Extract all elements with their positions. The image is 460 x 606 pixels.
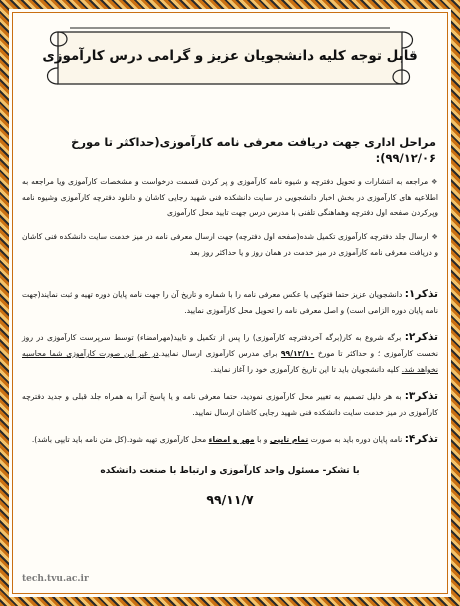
bullet-icon: ❖	[431, 232, 438, 241]
note-text: و با	[254, 435, 270, 445]
issue-date: ۹۹/۱۱/۷	[206, 492, 254, 508]
bullet-text: مراجعه به انتشارات و تحویل دفترچه و شیوه نامه کارآموزی و پر کردن قسمت درخواست و مشخصات کارآموزی ویا مراجعه به اطلاعیه های کارآموزی در بخش اخبار دانشجویی در سایت دانشکده فنی شهید رجایی کاشان و دانلود دفترچه کارآموزی وشیوه نامه وپرکردن صفحه اول دفترچه وهماهنگی تلفنی با مدرس درس جهت تایید محل کارآموزی	[22, 177, 438, 218]
signature: با تشکر- مسئول واحد کارآموزی و ارتباط با صنعت دانشکده	[100, 466, 360, 477]
note-1	[22, 286, 438, 319]
note-label: تذکر۱:	[404, 288, 438, 301]
note-label: تذکر۳:	[404, 390, 438, 403]
bullet-text: ارسال جلد دفترچه کارآموزی تکمیل شده(صفحه اول دفترچه) جهت ارسال معرفی نامه در میز خدمت سایت دانشکده فنی کاشان و دریافت معرفی نامه کارآموزی در میز خدمت در همان روز و یا حداکثر روز بعد	[22, 231, 438, 257]
note-3	[22, 388, 438, 421]
note-4	[22, 431, 438, 448]
note-label: تذکر۴:	[404, 433, 438, 446]
emphasis-text: مهر و امضاء	[208, 435, 255, 445]
section-title: مراحل اداری جهت دریافت معرفی نامه کارآموزی(حداکثر تا مورخ ۹۹/۱۲/۰۶):	[71, 135, 436, 165]
note-text: کلیه دانشجویان باید تا این تاریخ کارآموزی خود را آغاز نمایند.	[210, 365, 400, 375]
note-text: نامه پایان دوره باید به صورت	[308, 435, 403, 445]
bullet-item	[22, 229, 438, 260]
deadline-date: ۹۹/۱۲/۱۰	[280, 349, 315, 359]
note-label: تذکر۲:	[404, 331, 438, 344]
bullet-icon: ❖	[431, 178, 439, 186]
note-2	[22, 329, 438, 378]
note-text: به هر دلیل تصمیم به تغییر محل کارآموزی نمودید، حتما معرفی نامه و یا پاسخ آنرا به همراه جلد قبلی و جدید دفترچه کارآموزی در میز خدمت سایت دانشکده فنی شهید رجایی کاشان ارسال نمایید.	[22, 392, 438, 418]
banner-title: قابل توجه کلیه دانشجویان عزیز و گرامی درس کارآموزی	[42, 48, 418, 64]
site-watermark: tech.tvu.ac.ir	[22, 574, 89, 584]
scroll-banner	[40, 18, 420, 96]
note-text: دانشجویان عزیز حتما فتوکپی یا عکس معرفی نامه را با شماره و تاریخ آن را جهت نامه پایان دوره تهیه و ثبت نمایند(جهت نامه پایان دوره الزامی است) و اصل معرفی نامه را تحویل محل کارآموزی نمایید.	[22, 290, 438, 316]
emphasis-text: تمام تایپی	[269, 435, 309, 445]
notice-content	[18, 18, 442, 588]
note-text: محل کارآموزی تهیه شود.(کل متن نامه باید تایپی باشد).	[31, 435, 209, 445]
bullet-item	[22, 174, 438, 221]
note-text: برگه شروع به کار(برگه آخردفترچه کارآموزی) را پس از تکمیل و تایید(مهرامضاء) توسط سرپرست کارآموزی در روز نخست کارآموزی ؛ و حداکثر تا مورخ	[22, 333, 438, 359]
note-text: برای مدرس کارآموزی ارسال نمایید.	[158, 349, 281, 359]
warning-text: در غیر این صورت کارآموزی شما محاسبه نخواهد شد.	[22, 349, 438, 375]
